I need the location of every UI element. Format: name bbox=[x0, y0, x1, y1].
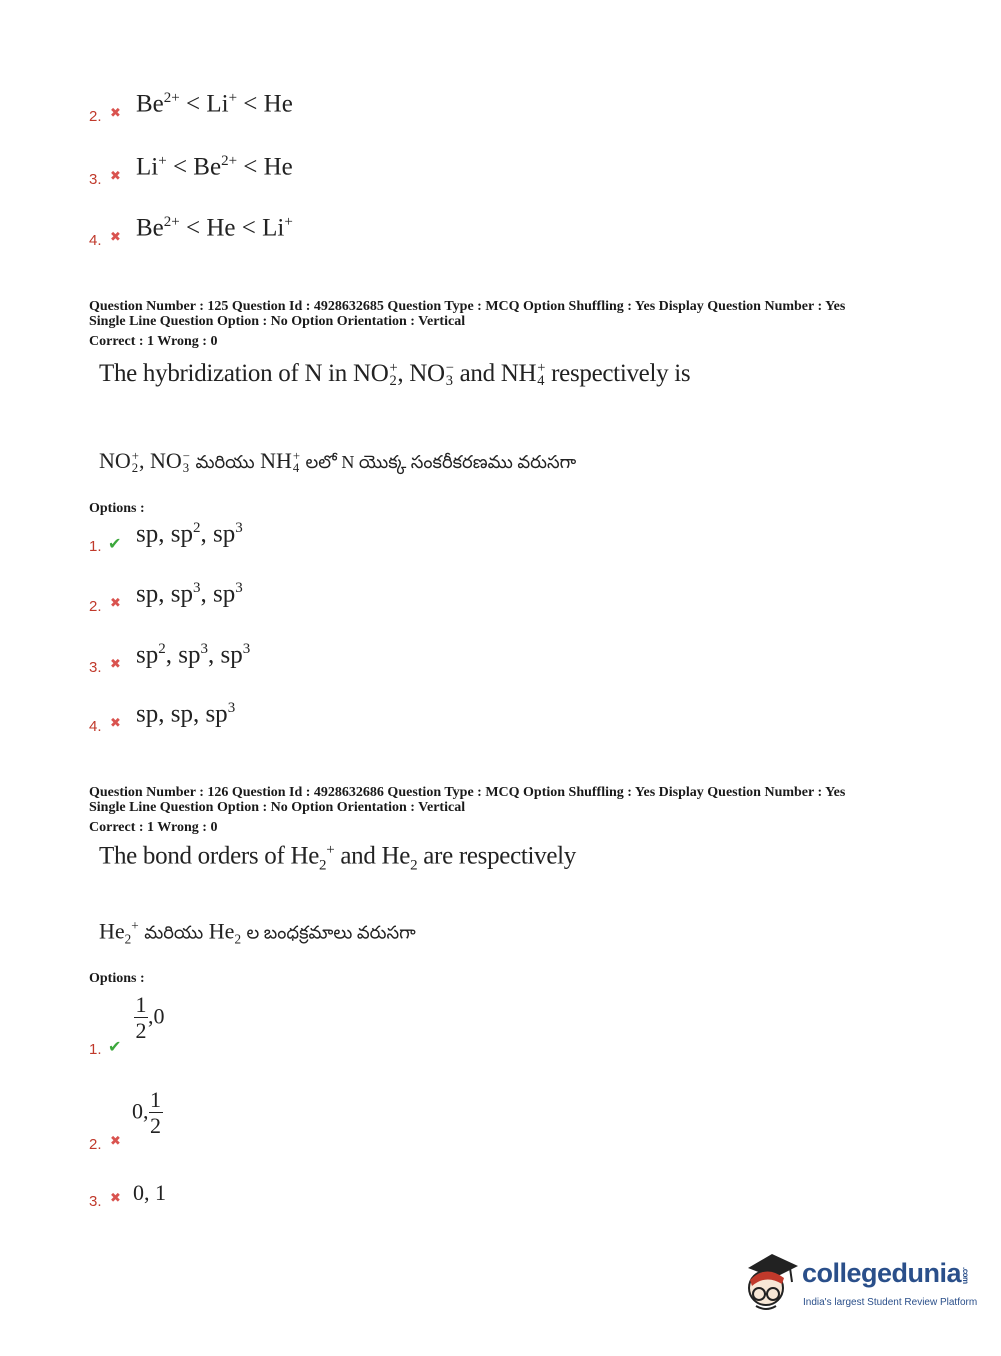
option-number: 3. bbox=[89, 171, 102, 188]
question-meta: Question Number : 126 Question Id : 4928632686 Question Type : MCQ Option Shuffling : Yes Display Question Number : Yes bbox=[89, 785, 846, 800]
question-meta: Question Number : 125 Question Id : 4928632685 Question Type : MCQ Option Shuffling : Yes Display Question Number : Yes bbox=[89, 299, 846, 314]
option-number: 1. bbox=[89, 1041, 102, 1058]
wrong-icon: ✖ bbox=[110, 106, 121, 121]
options-label: Options : bbox=[89, 501, 145, 516]
option-text: sp, $sp^2$, $sp^3$ bbox=[136, 520, 243, 548]
logo-tagline: India's largest Student Review Platform bbox=[803, 1297, 978, 1308]
options-label: Options : bbox=[89, 971, 145, 986]
collegedunia-logo bbox=[742, 1250, 978, 1320]
option-text: $Be^{2+} < He < Li^+$ bbox=[136, 214, 293, 242]
mascot-icon bbox=[742, 1250, 802, 1320]
wrong-icon: ✖ bbox=[110, 1134, 121, 1149]
option-number: 2. bbox=[89, 108, 102, 125]
option-number: 2. bbox=[89, 1136, 102, 1153]
wrong-icon: ✖ bbox=[110, 716, 121, 731]
option-text: 0, $\frac{1}{2}$ bbox=[132, 1087, 161, 1139]
correct-icon: ✔ bbox=[108, 534, 122, 553]
correct-icon: ✔ bbox=[108, 1037, 122, 1056]
logo-wordmark: collegedunia.com bbox=[802, 1258, 971, 1288]
option-text: sp, $sp^3$, $sp^3$ bbox=[136, 580, 243, 608]
question-text-telugu: $He_2^+$ మరియు $He_2$ ల బంధక్రమాలు వరుసగా bbox=[99, 918, 416, 947]
question-text-english: The hybridization of N in NO + 2 , NO − 3 and NH + 4 respectively is bbox=[99, 360, 691, 390]
option-text: $sp^2$, $sp^3$, $sp^3$ bbox=[136, 641, 251, 669]
question-meta: Single Line Question Option : No Option Orientation : Vertical bbox=[89, 800, 466, 815]
question-meta: Single Line Question Option : No Option Orientation : Vertical bbox=[89, 314, 466, 329]
option-text: sp, sp, $sp^3$ bbox=[136, 700, 236, 728]
option-number: 3. bbox=[89, 1193, 102, 1210]
option-number: 4. bbox=[89, 232, 102, 249]
option-text: $Li^+ < Be^{2+} < He$ bbox=[136, 153, 293, 181]
option-text: $Be^{2+} < Li^+ < He$ bbox=[136, 90, 293, 118]
question-text-english: The bond orders of $He_2^+$ and $He_2$ are respectively bbox=[99, 842, 576, 874]
wrong-icon: ✖ bbox=[110, 230, 121, 245]
option-text: 0, 1 bbox=[133, 1180, 166, 1205]
wrong-icon: ✖ bbox=[110, 657, 121, 672]
option-text: $\frac{1}{2}$ ,0 bbox=[135, 992, 165, 1044]
wrong-icon: ✖ bbox=[110, 1191, 121, 1206]
question-score: Correct : 1 Wrong : 0 bbox=[89, 334, 218, 349]
option-number: 3. bbox=[89, 659, 102, 676]
option-number: 4. bbox=[89, 718, 102, 735]
wrong-icon: ✖ bbox=[110, 596, 121, 611]
question-score: Correct : 1 Wrong : 0 bbox=[89, 820, 218, 835]
question-text-telugu: NO + 2 , NO − 3 మరియు NH + 4 లలో N యొక్క సంకరీకరణము వరుసగా bbox=[99, 448, 577, 475]
option-number: 1. bbox=[89, 538, 102, 555]
wrong-icon: ✖ bbox=[110, 169, 121, 184]
option-number: 2. bbox=[89, 598, 102, 615]
